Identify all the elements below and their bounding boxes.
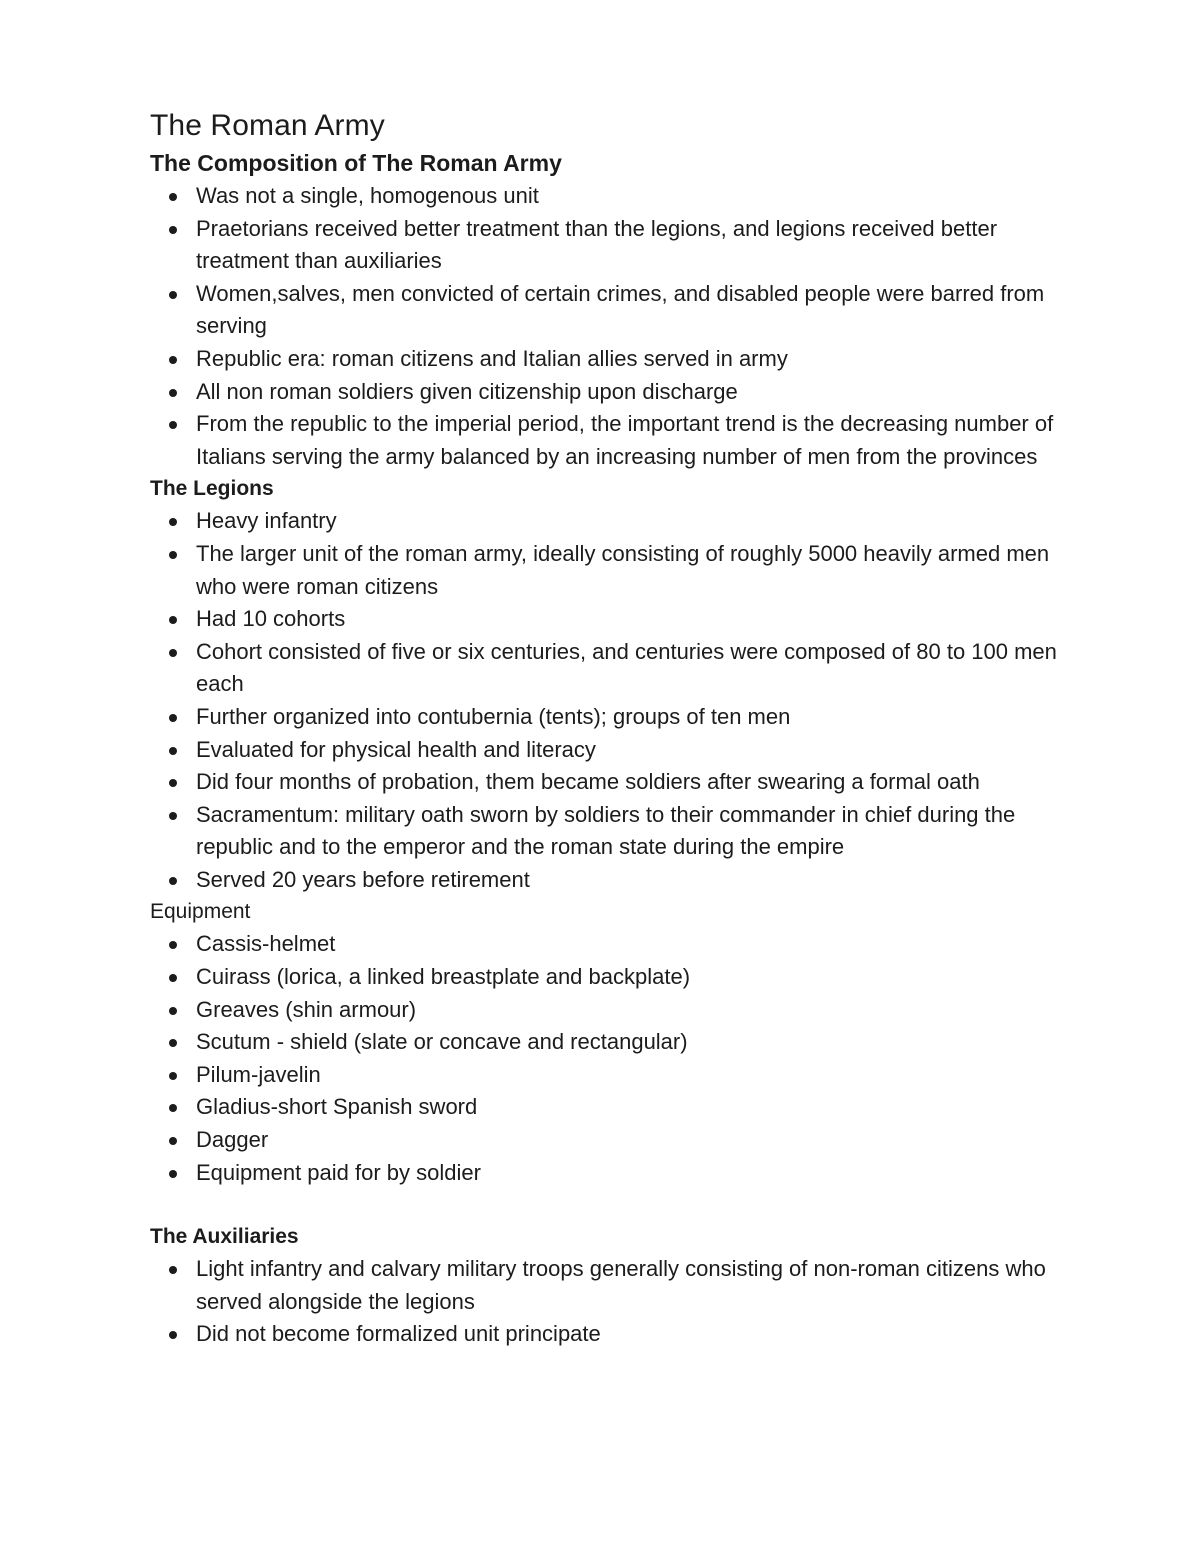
bullet-icon bbox=[169, 1266, 177, 1274]
list-item-text: Had 10 cohorts bbox=[196, 606, 346, 632]
legions-list bbox=[150, 505, 1070, 896]
list-item-text: Equipment paid for by soldier bbox=[196, 1159, 481, 1185]
list-item-text: Further organized into contubernia (tents); groups of ten men bbox=[196, 703, 791, 729]
section-heading-auxiliaries: The Auxiliaries bbox=[150, 1225, 299, 1249]
bullet-icon bbox=[169, 1331, 177, 1339]
document-page bbox=[150, 106, 1070, 1351]
section-heading-equipment: Equipment bbox=[150, 900, 251, 924]
bullet-icon bbox=[169, 974, 177, 982]
list-item-text: All non roman soldiers given citizenship upon discharge bbox=[196, 378, 738, 404]
list-item-text: Praetorians received better treatment than the legions, and legions received better treatment than auxiliaries bbox=[196, 215, 998, 274]
bullet-icon bbox=[169, 1072, 177, 1080]
list-item-text: From the republic to the imperial period, the important trend is the decreasing number of Italians serving the army balanced by an increasing number of men from the provinces bbox=[196, 411, 1054, 469]
list-item-text: Cassis-helmet bbox=[196, 931, 336, 957]
list-item bbox=[150, 278, 1076, 343]
list-item bbox=[150, 376, 1076, 409]
bullet-icon bbox=[169, 714, 177, 722]
list-item-text: Pilum-javelin bbox=[196, 1061, 321, 1087]
list-item bbox=[150, 961, 1076, 994]
bullet-icon bbox=[169, 1170, 177, 1178]
bullet-icon bbox=[169, 747, 177, 755]
list-item-text: Did four months of probation, them became soldiers after swearing a formal oath bbox=[196, 769, 980, 795]
section-heading-legions: The Legions bbox=[150, 477, 274, 501]
bullet-icon bbox=[169, 518, 177, 526]
bullet-icon bbox=[169, 1104, 177, 1112]
list-item-text: Cuirass (lorica, a linked breastplate and backplate) bbox=[196, 964, 691, 990]
bullet-icon bbox=[169, 193, 177, 201]
list-item bbox=[150, 213, 1076, 278]
list-item bbox=[150, 1157, 1076, 1190]
list-item bbox=[150, 701, 1076, 734]
list-item bbox=[150, 538, 1076, 603]
bullet-icon bbox=[169, 1007, 177, 1015]
auxiliaries-list bbox=[150, 1253, 1070, 1351]
list-item-text: Republic era: roman citizens and Italian allies served in army bbox=[196, 345, 788, 371]
list-item-text: Greaves (shin armour) bbox=[196, 996, 417, 1022]
list-item bbox=[150, 928, 1076, 961]
list-item bbox=[150, 864, 1076, 897]
bullet-icon bbox=[169, 389, 177, 397]
list-item-text: Light infantry and calvary military troops generally consisting of non-roman citizens who served alongside the legions bbox=[196, 1256, 1046, 1314]
list-item-text: Cohort consisted of five or six centuries, and centuries were composed of 80 to 100 men each bbox=[196, 638, 1057, 697]
list-item-text: Did not become formalized unit principate bbox=[196, 1321, 601, 1347]
bullet-icon bbox=[169, 551, 177, 559]
list-item bbox=[150, 1318, 1076, 1351]
list-item-text: Served 20 years before retirement bbox=[196, 866, 530, 892]
list-item-text: Heavy infantry bbox=[196, 508, 337, 534]
list-item-text: Evaluated for physical health and literacy bbox=[196, 736, 596, 762]
list-item-text: Dagger bbox=[196, 1127, 269, 1153]
bullet-icon bbox=[169, 1137, 177, 1145]
bullet-icon bbox=[169, 616, 177, 624]
list-item bbox=[150, 1091, 1076, 1124]
blank-line bbox=[150, 1189, 1070, 1221]
list-item bbox=[150, 994, 1076, 1027]
bullet-icon bbox=[169, 877, 177, 885]
bullet-icon bbox=[169, 226, 177, 234]
list-item bbox=[150, 799, 1076, 864]
bullet-icon bbox=[169, 356, 177, 364]
composition-list bbox=[150, 180, 1070, 473]
list-item bbox=[150, 636, 1076, 701]
list-item bbox=[150, 1026, 1076, 1059]
list-item-text: The larger unit of the roman army, ideally consisting of roughly 5000 heavily armed men who were roman citizens bbox=[196, 540, 1050, 599]
list-item-text: Women,salves, men convicted of certain crimes, and disabled people were barred from serving bbox=[196, 280, 1045, 339]
list-item-text: Gladius-short Spanish sword bbox=[196, 1094, 478, 1120]
list-item bbox=[150, 408, 1076, 473]
list-item bbox=[150, 1124, 1076, 1157]
list-item bbox=[150, 180, 1076, 213]
document-title: The Roman Army bbox=[150, 109, 385, 142]
bullet-icon bbox=[169, 812, 177, 820]
list-item bbox=[150, 603, 1076, 636]
list-item bbox=[150, 1059, 1076, 1092]
list-item-text: Scutum - shield (slate or concave and rectangular) bbox=[196, 1029, 688, 1055]
list-item-text: Sacramentum: military oath sworn by soldiers to their commander in chief during the republic and to the emperor and the roman state during the empire bbox=[196, 801, 1016, 860]
list-item bbox=[150, 766, 1076, 799]
bullet-icon bbox=[169, 1039, 177, 1047]
bullet-icon bbox=[169, 291, 177, 299]
bullet-icon bbox=[169, 779, 177, 787]
bullet-icon bbox=[169, 941, 177, 949]
list-item-text: Was not a single, homogenous unit bbox=[196, 183, 539, 208]
list-item bbox=[150, 343, 1076, 376]
section-heading-composition: The Composition of The Roman Army bbox=[150, 150, 562, 176]
list-item bbox=[150, 505, 1076, 538]
list-item bbox=[150, 1253, 1076, 1318]
list-item bbox=[150, 734, 1076, 767]
bullet-icon bbox=[169, 649, 177, 657]
equipment-list bbox=[150, 928, 1070, 1189]
bullet-icon bbox=[169, 421, 177, 429]
